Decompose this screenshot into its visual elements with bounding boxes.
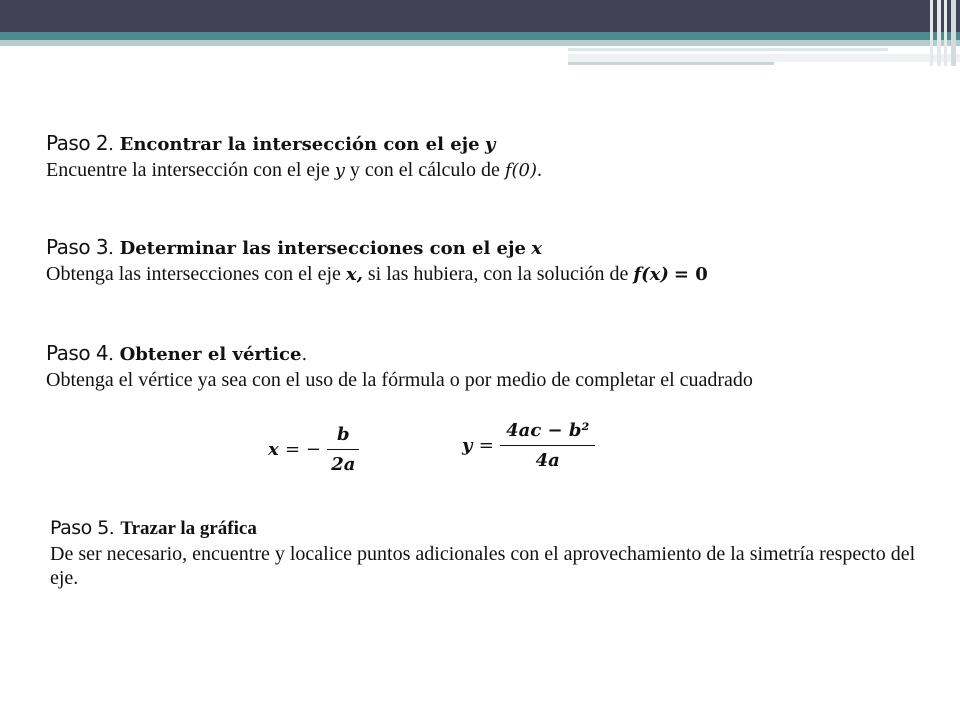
step-2-desc-func: f(0) bbox=[504, 160, 538, 181]
step-2-desc-var: y bbox=[334, 160, 345, 181]
step-5-title: Trazar la gráfica bbox=[120, 518, 257, 539]
header-accent-line bbox=[568, 48, 888, 51]
formula-y-equals: = bbox=[478, 435, 494, 456]
step-2-title: Encontrar la intersección con el eje bbox=[119, 134, 480, 155]
header-vertical-bar bbox=[951, 0, 956, 66]
header-vertical-bar bbox=[930, 0, 933, 66]
step-3 bbox=[46, 234, 926, 287]
formula-y-numerator: 4ac − b² bbox=[506, 420, 590, 441]
header-vertical-bar bbox=[937, 0, 941, 66]
step-4-heading: Paso 4. Obtener el vértice. bbox=[46, 341, 308, 365]
formula-y-fraction bbox=[500, 420, 595, 471]
formula-x-denominator: 2a bbox=[327, 449, 359, 475]
step-2-label: Paso 2 bbox=[46, 131, 109, 155]
step-3-desc-text: Obtenga las intersecciones con el eje bbox=[46, 263, 341, 285]
step-5-heading: Paso 5. Trazar la gráfica bbox=[50, 517, 257, 539]
step-4-title: Obtener el vértice bbox=[119, 344, 302, 365]
formula-y-denominator: 4a bbox=[500, 445, 595, 471]
header-vertical-bar bbox=[944, 0, 947, 66]
step-2-heading: Paso 2. Encontrar la intersección con el eje y bbox=[46, 131, 496, 155]
header-accent-line bbox=[568, 54, 960, 62]
step-2-desc-text: Encuentre la intersección con el eje bbox=[46, 159, 330, 181]
step-4-description: Obtenga el vértice ya sea con el uso de la fórmula o por medio de completar el cuadrado bbox=[46, 369, 753, 391]
step-5 bbox=[50, 514, 930, 590]
step-3-label: Paso 3 bbox=[46, 235, 109, 259]
step-3-title-var: x bbox=[531, 238, 542, 259]
step-3-desc-text: si las hubiera, con la solución de bbox=[367, 263, 629, 285]
formula-x-numerator: b bbox=[336, 424, 350, 445]
formula-x-equals: = − bbox=[285, 439, 321, 460]
step-3-heading: Paso 3. Determinar las intersecciones con el eje x bbox=[46, 235, 542, 259]
step-5-label: Paso 5 bbox=[50, 517, 109, 539]
formula-x-lhs: x bbox=[268, 439, 279, 460]
vertex-x-formula bbox=[268, 424, 359, 475]
header-accent-line bbox=[568, 62, 774, 65]
header-bar-teal bbox=[0, 32, 960, 40]
step-2-title-var: y bbox=[484, 134, 496, 155]
step-4 bbox=[46, 340, 926, 392]
step-2-desc-text: y con el cálculo de bbox=[349, 159, 500, 181]
step-3-title: Determinar las intersecciones con el eje bbox=[119, 238, 526, 259]
step-3-desc-eq: f(x) bbox=[633, 264, 669, 285]
step-3-description bbox=[46, 262, 926, 287]
step-4-label: Paso 4 bbox=[46, 341, 109, 365]
formula-y-lhs: y bbox=[462, 435, 473, 456]
step-2-description bbox=[46, 158, 926, 183]
step-3-desc-eq-rest: = 0 bbox=[673, 264, 708, 285]
formula-x-fraction bbox=[327, 424, 359, 475]
step-2 bbox=[46, 130, 926, 183]
step-3-desc-var: x, bbox=[345, 264, 363, 285]
header-bar-dark bbox=[0, 0, 960, 32]
vertex-y-formula bbox=[462, 420, 595, 471]
step-2-desc-end: . bbox=[537, 159, 543, 181]
step-5-description: De ser necesario, encuentre y localice puntos adicionales con el aprovechamiento de la simetría respecto del eje. bbox=[50, 543, 916, 589]
header-bar-light bbox=[0, 40, 960, 46]
